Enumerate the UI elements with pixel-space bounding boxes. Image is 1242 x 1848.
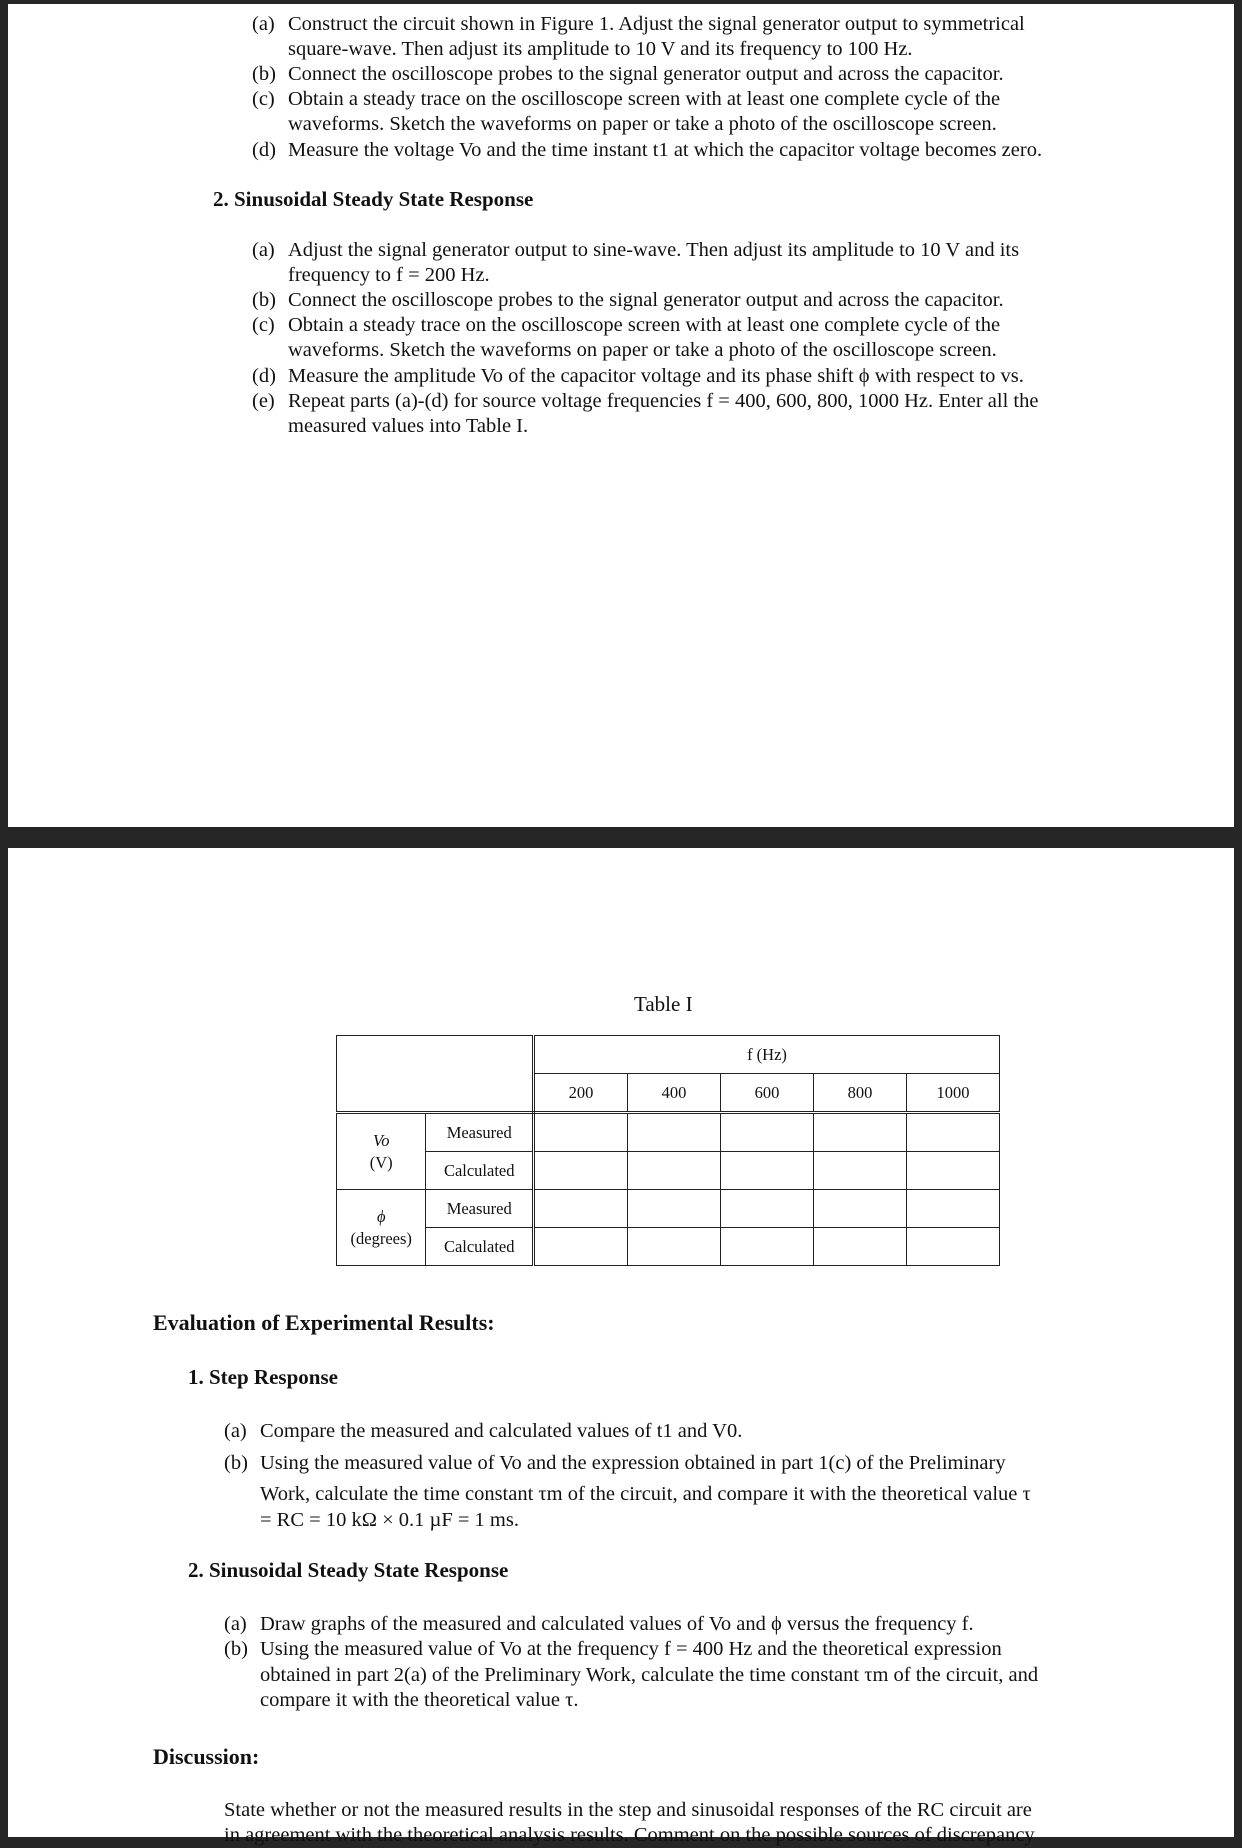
table-cell[interactable] <box>534 1228 628 1266</box>
table-cell[interactable] <box>907 1113 1000 1152</box>
phi-quantity-cell <box>337 1190 426 1266</box>
table-cell[interactable] <box>907 1152 1000 1190</box>
step-item-c: (c) Obtain a steady trace on the oscilloscope screen with at least one complete cycle of the <box>252 88 1001 110</box>
sine-item-e-cont: measured values into Table I. <box>288 415 529 437</box>
row-label-cell: Calculated <box>426 1152 534 1190</box>
table-cell[interactable] <box>628 1152 721 1190</box>
discussion-heading: Discussion: <box>153 1744 260 1769</box>
eval-sine-item-b: (b) Using the measured value of Vo at the frequency f = 400 Hz and the theoretical expression <box>224 1638 1002 1660</box>
eval-sine-heading: 2. Sinusoidal Steady State Response <box>188 1558 509 1582</box>
vo-symbol: Vo <box>372 1130 390 1150</box>
eval-sine-item-b-cont: obtained in part 2(a) of the Preliminary Work, calculate the time constant τm of the circuit, and <box>260 1664 1039 1686</box>
table-cell[interactable] <box>814 1113 907 1152</box>
eval-step-item-b: (b) Using the measured value of Vo and the expression obtained in part 1(c) of the Preliminary <box>224 1452 1006 1474</box>
table-cell[interactable] <box>721 1228 814 1266</box>
freq-header-cell <box>534 1036 1000 1074</box>
table-cell[interactable] <box>534 1113 628 1152</box>
step-item-b: (b) Connect the oscilloscope probes to the signal generator output and across the capacitor. <box>252 63 1004 85</box>
step-item-a: (a) Construct the circuit shown in Figure 1. Adjust the signal generator output to symmetrical <box>252 13 1025 35</box>
table-cell[interactable] <box>628 1228 721 1266</box>
step-item-a-cont: square-wave. Then adjust its amplitude to 10 V and its frequency to 100 Hz. <box>288 38 913 60</box>
freq-cell: 1000 <box>907 1074 1000 1113</box>
document-page-2 <box>8 848 1234 1846</box>
sine-item-a: (a) Adjust the signal generator output to sine-wave. Then adjust its amplitude to 10 V and its <box>252 239 1020 261</box>
table-cell[interactable] <box>907 1228 1000 1266</box>
table-corner-cell <box>337 1036 534 1113</box>
freq-cell: 600 <box>721 1074 814 1113</box>
sine-item-c: (c) Obtain a steady trace on the oscilloscope screen with at least one complete cycle of the <box>252 314 1001 336</box>
eval-sine-item-b-cont2: compare it with the theoretical value τ. <box>260 1689 579 1711</box>
table-cell[interactable] <box>814 1190 907 1228</box>
step-item-d: (d) Measure the voltage Vo and the time instant t1 at which the capacitor voltage becomes zero. <box>252 139 1043 161</box>
table-cell[interactable] <box>628 1113 721 1152</box>
document-page-1 <box>8 4 1234 827</box>
freq-cell: 800 <box>814 1074 907 1113</box>
discussion-text-line-2: in agreement with the theoretical analysis results. Comment on the possible sources of discrepancy <box>224 1824 1035 1846</box>
phi-symbol: ϕ <box>376 1206 386 1226</box>
table-cell[interactable] <box>814 1228 907 1266</box>
row-label-cell: Measured <box>426 1113 534 1152</box>
freq-cell: 400 <box>628 1074 721 1113</box>
eval-step-item-b-cont2: = RC = 10 kΩ × 0.1 µF = 1 ms. <box>260 1509 519 1531</box>
eval-step-item-b-cont: Work, calculate the time constant τm of the circuit, and compare it with the theoretical value τ <box>260 1483 1031 1505</box>
table-cell[interactable] <box>814 1152 907 1190</box>
row-label-cell: Calculated <box>426 1228 534 1266</box>
eval-sine-item-a: (a) Draw graphs of the measured and calculated values of Vo and ϕ versus the frequency f. <box>224 1613 974 1635</box>
phi-unit: (degrees) <box>350 1228 412 1248</box>
freq-header: f (Hz) <box>747 1044 787 1064</box>
eval-step-item-a: (a) Compare the measured and calculated values of t1 and V0. <box>224 1420 743 1442</box>
step-item-c-cont: waveforms. Sketch the waveforms on paper or take a photo of the oscilloscope screen. <box>288 113 997 135</box>
sine-item-b: (b) Connect the oscilloscope probes to the signal generator output and across the capacitor. <box>252 289 1004 311</box>
table-cell[interactable] <box>721 1152 814 1190</box>
evaluation-heading: Evaluation of Experimental Results: <box>153 1310 495 1335</box>
vo-unit: (V) <box>369 1152 393 1172</box>
table-cell[interactable] <box>721 1113 814 1152</box>
table-cell[interactable] <box>534 1190 628 1228</box>
discussion-text-line-1: State whether or not the measured results in the step and sinusoidal responses of the RC circuit are <box>224 1799 1032 1821</box>
section-heading-sinusoidal: 2. Sinusoidal Steady State Response <box>213 187 534 211</box>
table-caption: Table I <box>634 992 693 1016</box>
vo-quantity-cell <box>337 1113 426 1190</box>
table-cell[interactable] <box>721 1190 814 1228</box>
freq-cell: 200 <box>534 1074 628 1113</box>
sine-item-a-cont: frequency to f = 200 Hz. <box>288 264 490 286</box>
table-cell[interactable] <box>628 1190 721 1228</box>
sine-item-e: (e) Repeat parts (a)-(d) for source voltage frequencies f = 400, 600, 800, 1000 Hz. Enter all the <box>252 390 1039 412</box>
table-cell[interactable] <box>534 1152 628 1190</box>
results-table <box>336 1035 1000 1266</box>
eval-step-heading: 1. Step Response <box>188 1365 338 1389</box>
table-cell[interactable] <box>907 1190 1000 1228</box>
row-label-cell: Measured <box>426 1190 534 1228</box>
sine-item-c-cont: waveforms. Sketch the waveforms on paper or take a photo of the oscilloscope screen. <box>288 339 997 361</box>
sine-item-d: (d) Measure the amplitude Vo of the capacitor voltage and its phase shift ϕ with respect to vs. <box>252 365 1024 387</box>
